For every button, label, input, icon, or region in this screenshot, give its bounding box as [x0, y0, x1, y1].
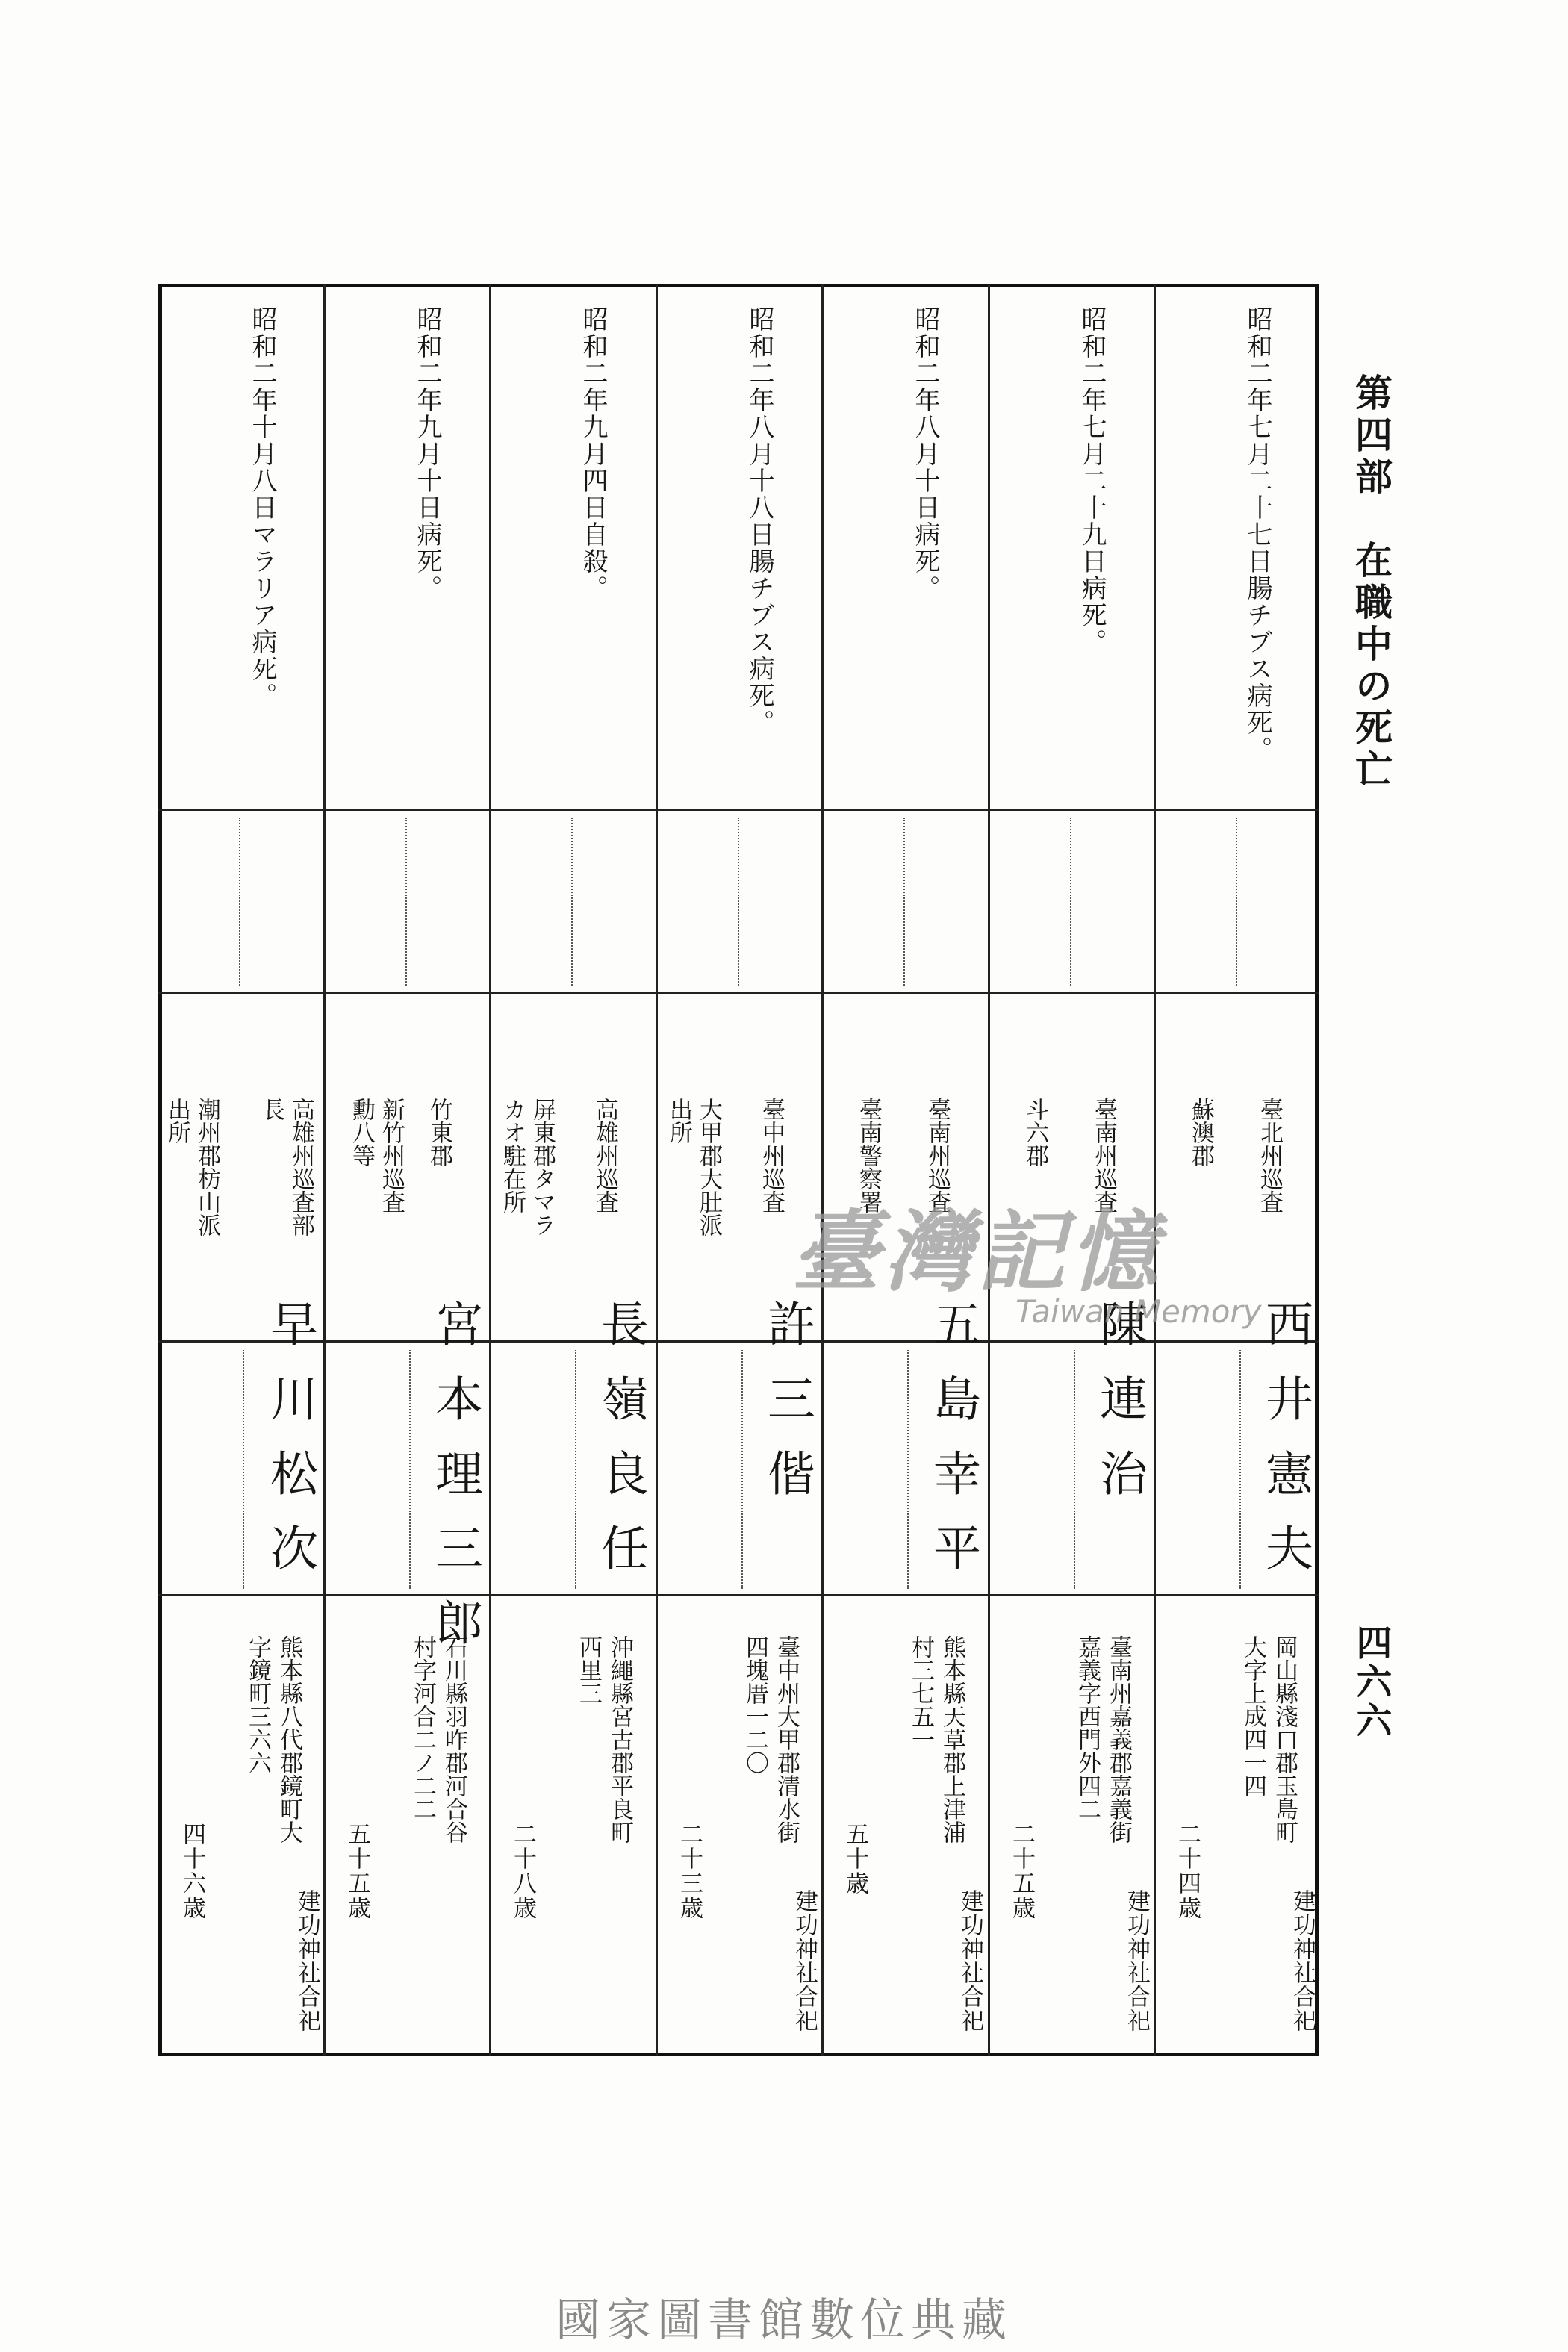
domicile-line: 大字上成四一四 — [1239, 1635, 1266, 1797]
role-line: 竹東郡 — [426, 1098, 452, 1167]
person-name: 許三偕 — [759, 1299, 815, 1523]
record-column — [159, 284, 324, 2056]
person-name: 長嶺良任 — [593, 1299, 648, 1598]
role-line: 勳八等 — [348, 1098, 375, 1167]
page-number: 四六六 — [1350, 1624, 1392, 1740]
role-line: カオ駐在所 — [499, 1098, 526, 1213]
age: 二十五歳 — [1008, 1822, 1035, 1920]
role-line: 斗六郡 — [1021, 1098, 1048, 1167]
domicile-line: 岡山縣淺口郡玉島町 — [1271, 1635, 1298, 1844]
domicile-line: 村字河合二ノ二二 — [409, 1635, 436, 1820]
age: 二十四歳 — [1174, 1822, 1201, 1920]
record-column — [989, 284, 1154, 2056]
death-date-cause: 昭和二年十月八日マラリア病死。 — [247, 306, 277, 709]
role-line: 臺南州巡査 — [1090, 1098, 1117, 1213]
watermark-sub: Taiwan Memory — [1015, 1293, 1262, 1330]
role-line: 出所 — [164, 1098, 190, 1144]
age: 五十五歳 — [343, 1822, 370, 1920]
person-name: 早川松次 — [262, 1299, 317, 1598]
role-line: 蘇澳郡 — [1187, 1098, 1214, 1167]
death-date-cause: 昭和二年八月十日病死。 — [910, 306, 940, 602]
age: 二十八歳 — [509, 1822, 536, 1920]
person-name: 西井憲夫 — [1257, 1299, 1313, 1598]
role-line: 高雄州巡査部 — [287, 1098, 314, 1236]
death-date-cause: 昭和二年九月四日自殺。 — [578, 306, 608, 602]
role-line: 大甲郡大肚派 — [695, 1098, 722, 1236]
domicile-line: 嘉義字西門外四二 — [1074, 1635, 1101, 1820]
record-column — [656, 284, 821, 2056]
domicile-line: 西里三 — [575, 1635, 602, 1705]
section-title: 第四部 在職中の死亡 — [1349, 373, 1393, 791]
shrine-enshrinement: 建功神社合祀 — [293, 1889, 320, 2032]
role-line: 臺北州巡査 — [1256, 1098, 1283, 1213]
person-name: 宮本理三郎 — [427, 1299, 482, 1673]
domicile-line: 熊本縣八代郡鏡町大 — [276, 1635, 302, 1844]
death-date-cause: 昭和二年七月二十九日病死。 — [1077, 306, 1107, 656]
role-line: 出所 — [665, 1098, 692, 1144]
age: 四十六歳 — [178, 1822, 205, 1920]
domicile-line: 村三七五一 — [907, 1635, 934, 1751]
person-name: 陳連治 — [1092, 1299, 1147, 1523]
domicile-line: 臺中州大甲郡清水街 — [773, 1635, 800, 1844]
watermark-main: 臺灣記憶 — [791, 1200, 1163, 1304]
shrine-enshrinement: 建功神社合祀 — [1123, 1889, 1150, 2032]
role-line: 臺南州巡査 — [924, 1098, 951, 1213]
person-name: 五島幸平 — [925, 1299, 980, 1598]
role-line: 高雄州巡査 — [591, 1098, 618, 1213]
role-line: 屏東郡タマラ — [529, 1098, 556, 1236]
age: 二十三歳 — [676, 1822, 703, 1920]
death-date-cause: 昭和二年七月二十七日腸チブス病死。 — [1242, 306, 1272, 763]
domicile-line: 字鏡町三六六 — [244, 1635, 271, 1774]
record-column — [822, 284, 987, 2056]
domicile-line: 熊本縣天草郡上津浦 — [939, 1635, 965, 1844]
role-line: 長 — [258, 1098, 284, 1121]
domicile-line: 石川縣羽咋郡河合谷 — [441, 1635, 467, 1844]
role-line: 臺南警察署 — [855, 1098, 882, 1213]
shrine-enshrinement: 建功神社合祀 — [1289, 1889, 1316, 2032]
death-date-cause: 昭和二年九月十日病死。 — [412, 306, 442, 602]
role-line: 臺中州巡査 — [758, 1098, 785, 1213]
shrine-enshrinement: 建功神社合祀 — [791, 1889, 818, 2032]
role-line: 潮州郡枋山派 — [193, 1098, 220, 1236]
domicile-line: 臺南州嘉義郡嘉義街 — [1105, 1635, 1132, 1844]
record-column — [324, 284, 489, 2056]
domicile-line: 四塊厝一二〇 — [741, 1635, 768, 1774]
domicile-line: 沖繩縣宮古郡平良町 — [606, 1635, 633, 1844]
role-line: 新竹州巡査 — [378, 1098, 405, 1213]
record-column — [490, 284, 655, 2056]
record-column — [1154, 284, 1319, 2056]
death-date-cause: 昭和二年八月十八日腸チブス病死。 — [744, 306, 774, 736]
shrine-enshrinement: 建功神社合祀 — [956, 1889, 983, 2032]
age: 五十歳 — [841, 1822, 868, 1896]
footer-credit: 國家圖書館數位典藏 — [556, 2295, 1012, 2347]
